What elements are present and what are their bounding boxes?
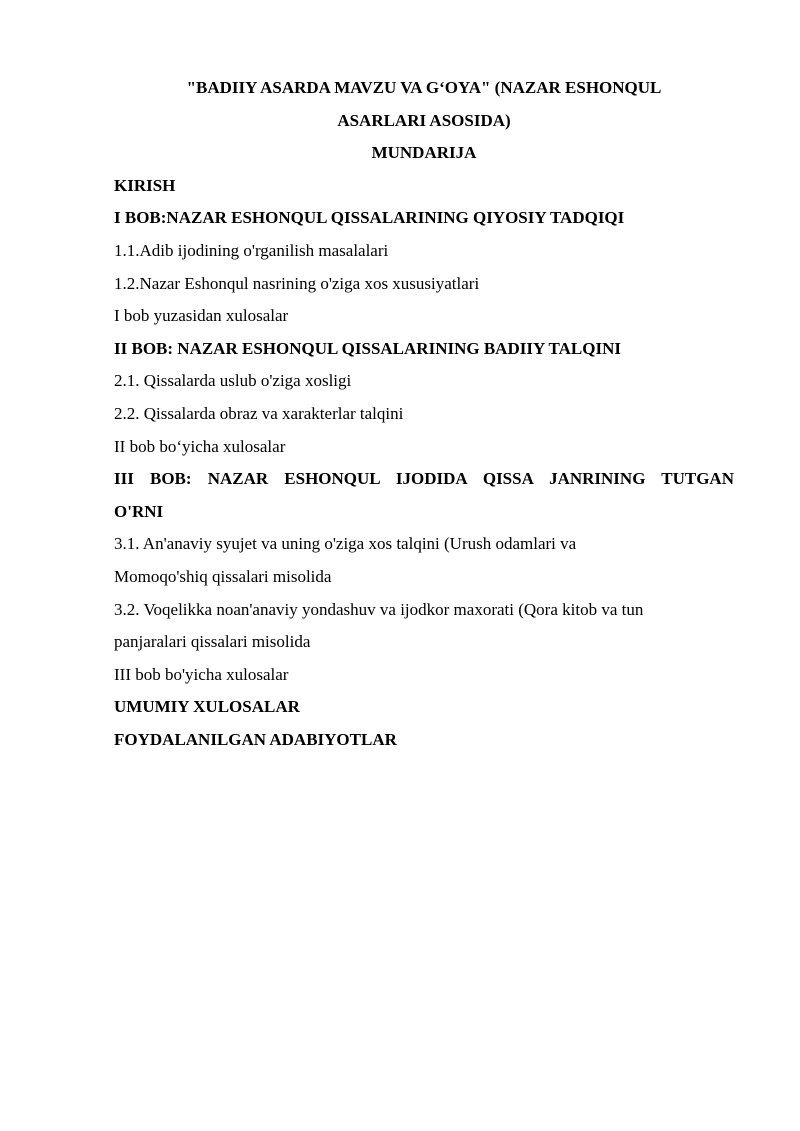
toc-chapter2-item1: 2.1. Qissalarda uslub o'ziga xosligi [114,371,352,391]
toc-conclusions: UMUMIY XULOSALAR [114,697,300,717]
document-content [114,72,734,756]
toc-intro: KIRISH [114,175,176,195]
document-title-line2: ASARLARI ASOSIDA) [337,110,511,130]
toc-chapter1-item2: 1.2.Nazar Eshonqul nasrining o'ziga xos xususiyatlari [114,273,480,293]
toc-chapter2-item2: 2.2. Qissalarda obraz va xarakterlar talqini [114,403,404,423]
toc-chapter1-title: I BOB:NAZAR ESHONQUL QISSALARINING QIYOSIY TADQIQI [114,208,625,228]
toc-chapter3-item2-line1: 3.2. Voqelikka noan'anaviy yondashuv va ijodkor maxorati (Qora kitob va tun [114,599,644,619]
toc-chapter3-title-line1: III BOB: NAZAR ESHONQUL IJODIDA QISSA JANRINING TUTGAN [114,469,734,489]
toc-chapter1-summary: I bob yuzasidan xulosalar [114,306,289,326]
toc-chapter3-title-line2: O'RNI [114,501,164,521]
toc-chapter3-item2-line2: panjaralari qissalari misolida [114,632,311,652]
toc-chapter3-item1-line1: 3.1. An'anaviy syujet va uning o'ziga xos talqini (Urush odamlari va [114,534,577,554]
toc-heading: MUNDARIJA [371,143,477,163]
toc-references: FOYDALANILGAN ADABIYOTLAR [114,729,397,749]
document-title-line1: "BADIIY ASARDA MAVZU VA G‘OYA" (NAZAR ESHONQUL [186,78,662,97]
toc-chapter3-summary: III bob bo'yicha xulosalar [114,664,289,684]
toc-chapter1-item1: 1.1.Adib ijodining o'rganilish masalalari [114,240,389,260]
toc-chapter3-item1-line2: Momoqo'shiq qissalari misolida [114,566,332,586]
toc-chapter2-title: II BOB: NAZAR ESHONQUL QISSALARINING BADIIY TALQINI [114,338,621,358]
toc-chapter2-summary: II bob bo‘yicha xulosalar [114,436,286,456]
